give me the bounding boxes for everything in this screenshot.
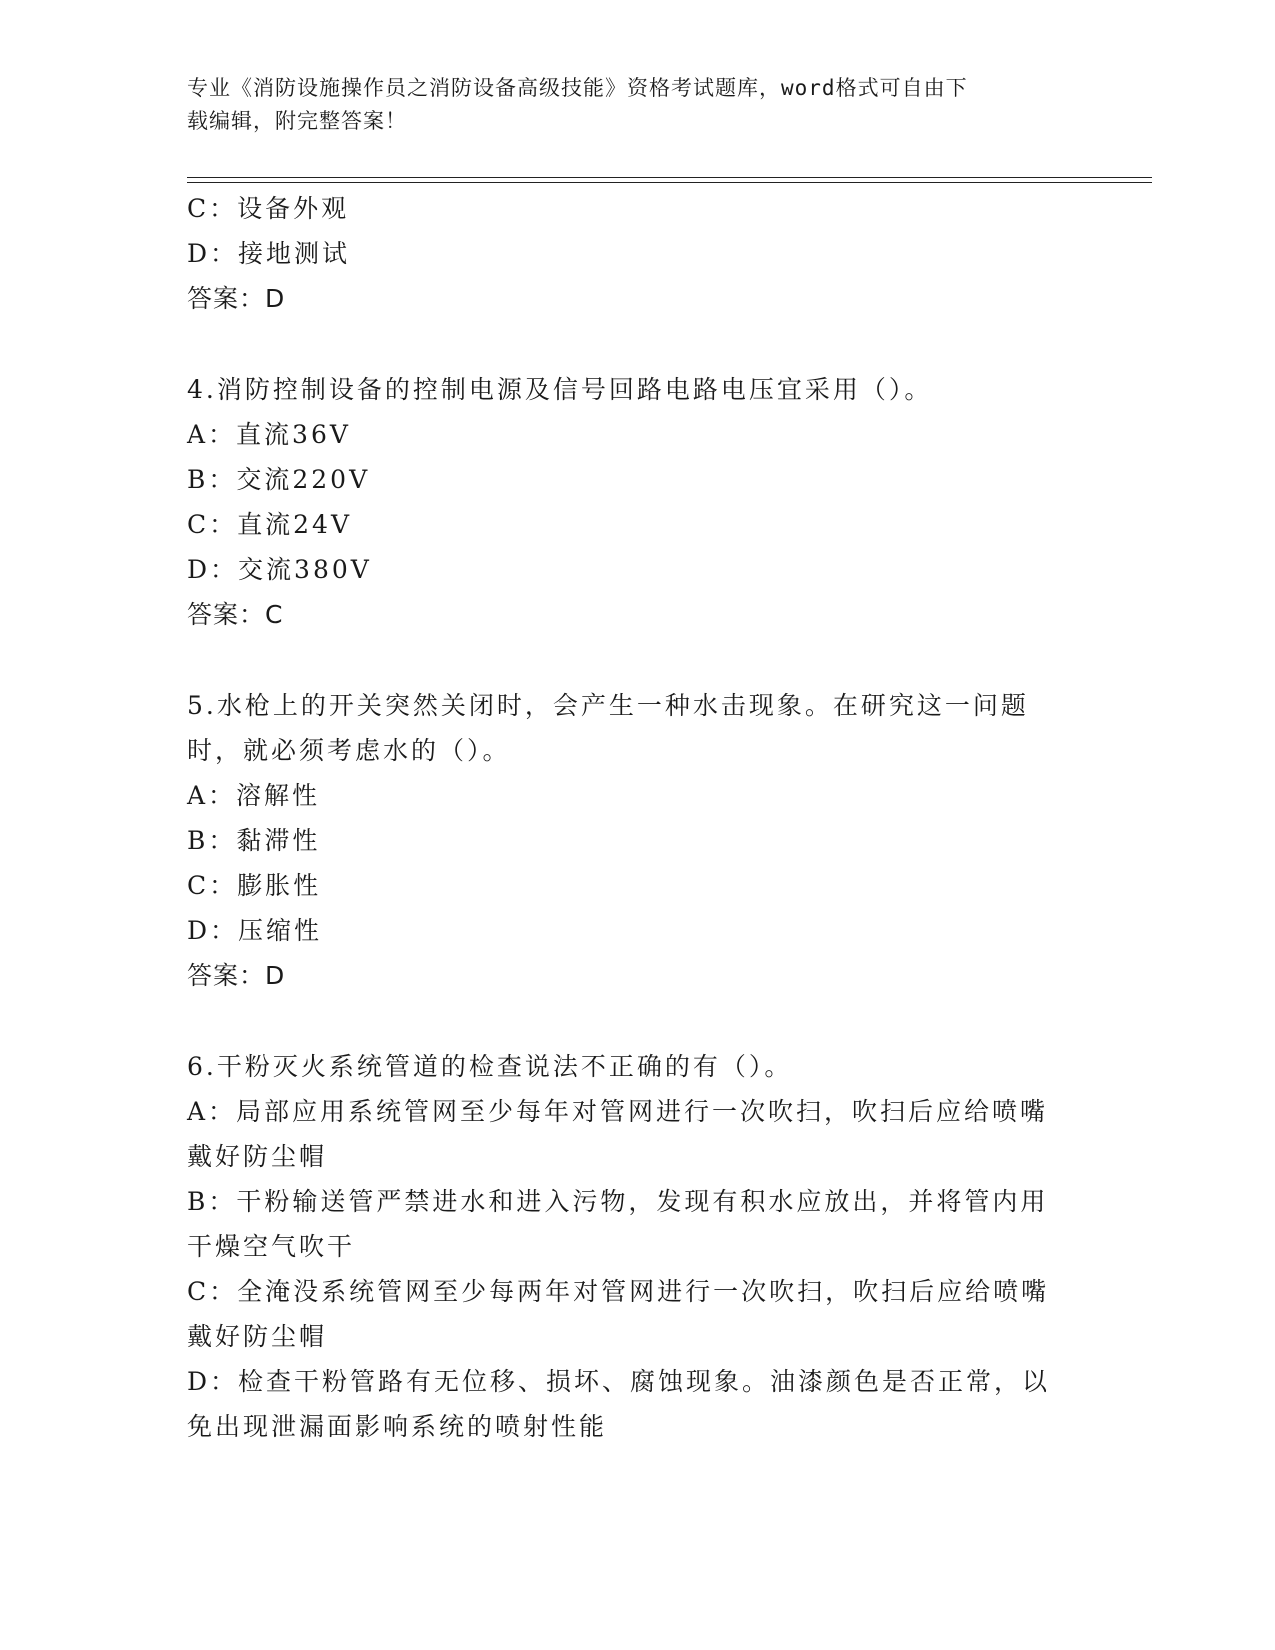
question-stem: 6.干粉灭火系统管道的检查说法不正确的有（）。 (187, 1052, 793, 1081)
answer: 答案：D (187, 961, 286, 990)
option-c: C：直流24V (187, 510, 352, 539)
option-c-line-2: 戴好防尘帽 (187, 1322, 328, 1351)
option-d-line-1: D：检查干粉管路有无位移、损坏、腐蚀现象。油漆颜色是否正常，以 (187, 1367, 1051, 1396)
option-d: D：压缩性 (187, 916, 323, 945)
question-stem-line-1: 5.水枪上的开关突然关闭时，会产生一种水击现象。在研究这一问题 (187, 691, 1029, 720)
question-5 (187, 683, 1087, 998)
header-line-1: 专业《消防设施操作员之消防设备高级技能》资格考试题库，word格式可自由下 (187, 76, 968, 100)
option-a: A：直流36V (187, 420, 351, 449)
option-b-line-1: B：干粉输送管严禁进水和进入污物，发现有积水应放出，并将管内用 (187, 1187, 1049, 1216)
question-6 (187, 1044, 1087, 1449)
option-a: A：溶解性 (187, 781, 321, 810)
answer: 答案：D (187, 284, 286, 313)
option-b: B：黏滞性 (187, 826, 321, 855)
question-3-tail (187, 186, 1087, 321)
option-d: D：交流380V (187, 555, 372, 584)
header-rule-top (187, 177, 1152, 178)
option-c: C：设备外观 (187, 194, 350, 223)
question-stem-line-2: 时，就必须考虑水的（）。 (187, 736, 511, 765)
question-stem: 4.消防控制设备的控制电源及信号回路电路电压宜采用（）。 (187, 375, 933, 404)
header-rule-bottom (187, 182, 1152, 183)
option-d-line-2: 免出现泄漏面影响系统的喷射性能 (187, 1412, 608, 1441)
option-b: B：交流220V (187, 465, 371, 494)
option-c-line-1: C：全淹没系统管网至少每两年对管网进行一次吹扫，吹扫后应给喷嘴 (187, 1277, 1050, 1306)
option-a-line-2: 戴好防尘帽 (187, 1142, 328, 1171)
answer: 答案：C (187, 600, 284, 629)
page-header (187, 72, 1067, 138)
spacer (187, 321, 1087, 367)
option-a-line-1: A：局部应用系统管网至少每年对管网进行一次吹扫，吹扫后应给喷嘴 (187, 1097, 1049, 1126)
option-b-line-2: 干燥空气吹干 (187, 1232, 356, 1261)
spacer (187, 998, 1087, 1044)
header-line-2: 载编辑，附完整答案！ (187, 109, 407, 133)
option-d: D：接地测试 (187, 239, 351, 268)
question-content (187, 186, 1087, 1449)
spacer (187, 637, 1087, 683)
option-c: C：膨胀性 (187, 871, 322, 900)
question-4 (187, 367, 1087, 637)
